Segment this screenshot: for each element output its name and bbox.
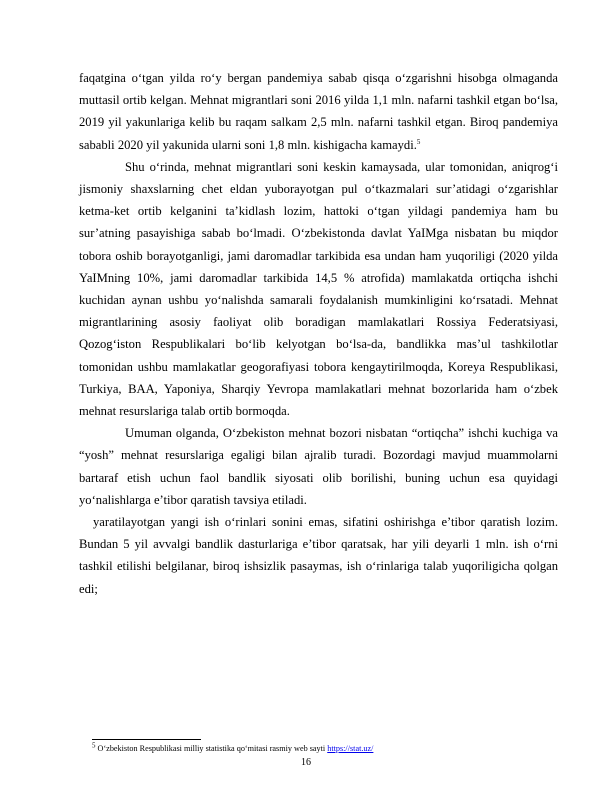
footnote-number: 5: [92, 741, 96, 750]
footnote-separator: [92, 739, 201, 740]
paragraph-4: yaratilayotgan yangi ish o‘rinlari sonini emas, sifatini oshirishga e’tibor qaratish lozim. Bundan 5 yil avvalgi bandlik dasturlariga e’tibor qaratsak, har yili deyarli 1 mln. ish o‘rni tashkil etilishi belgilanar, biroq ishsizlik pasaymas, ish o‘rinlariga talab yuqoriligicha qolgan edi;: [79, 515, 558, 596]
page-number: 16: [301, 757, 311, 768]
paragraph-1: [79, 67, 558, 156]
footnote: [92, 743, 562, 754]
footnote-reference[interactable]: 5: [416, 137, 421, 146]
paragraph-1-text: faqatgina o‘tgan yilda ro‘y bergan pandemiya sabab qisqa o‘zgarishni hisobga olmaganda muttasil ortib kelgan. Mehnat migrantlari soni 2016 yilda 1,1 mln. nafarni tashkil etgan bo‘lsa, 2019 yil yakunlariga kelib bu raqam salkam 2,5 mln. nafarni tashkil etgan. Biroq pandemiya sababli 2020 yil yakunida ularni soni 1,8 mln. kishigacha kamaydi.: [79, 71, 558, 152]
footnote-link[interactable]: https://stat.uz/: [327, 744, 374, 753]
body-text: [79, 67, 558, 600]
paragraph-3: Umuman olganda, O‘zbekiston mehnat bozori nisbatan “ortiqcha” ishchi kuchiga va “yosh” mehnat resurslariga egaligi bilan ajralib turadi. Bozordagi mavjud muammolarni bartaraf etish uchun faol bandlik siyosati olib borilishi, buning uchun esa quyidagi yo‘nalishlarga e’tibor qaratish tavsiya etiladi.: [79, 426, 558, 507]
paragraph-2: Shu o‘rinda, mehnat migrantlari soni keskin kamaysada, ular tomonidan, aniqrog‘i jismoniy shaxslarning chet eldan yuborayotgan pul o‘tkazmalari sur’atidagi o‘zgarishlar ketma-ket ortib kelganini ta’kidlash lozim, hattoki o‘tgan yildagi pandemiya ham bu sur’atning pasayishiga sabab bo‘lmadi. O‘zbekistonda davlat YaIMga nisbatan bu miqdor tobora oshib borayotganligi, jami daromadlar tarkibida esa undan ham yuqoriligi (2020 yilda YaIMning 10%, jami daromadlar tarkibida 14,5 % atrofida) mamlakatda ortiqcha ishchi kuchidan aynan ushbu yo‘nalishda samarali foydalanish mumkinligini ko‘rsatadi. Mehnat migrantlarining asosiy faoliyat olib boradigan mamlakatlari Rossiya Federatsiyasi, Qozog‘iston Respublikalari bo‘lib kelyotgan bo‘lsa-da, bandlikka mas’ul tashkilotlar tomonidan ushbu mamlakatlar geogorafiyasi tobora kengaytirilmoqda, Koreya Respublikasi, Turkiya, BAA, Yaponiya, Sharqiy Yevropa mamlakatlari mehnat bozorlarida ham o‘zbek mehnat resurslariga talab ortib bormoqda.: [79, 159, 558, 419]
footnote-text: O‘zbekiston Respublikasi milliy statistika qo‘mitasi rasmiy web sayti: [97, 744, 326, 753]
